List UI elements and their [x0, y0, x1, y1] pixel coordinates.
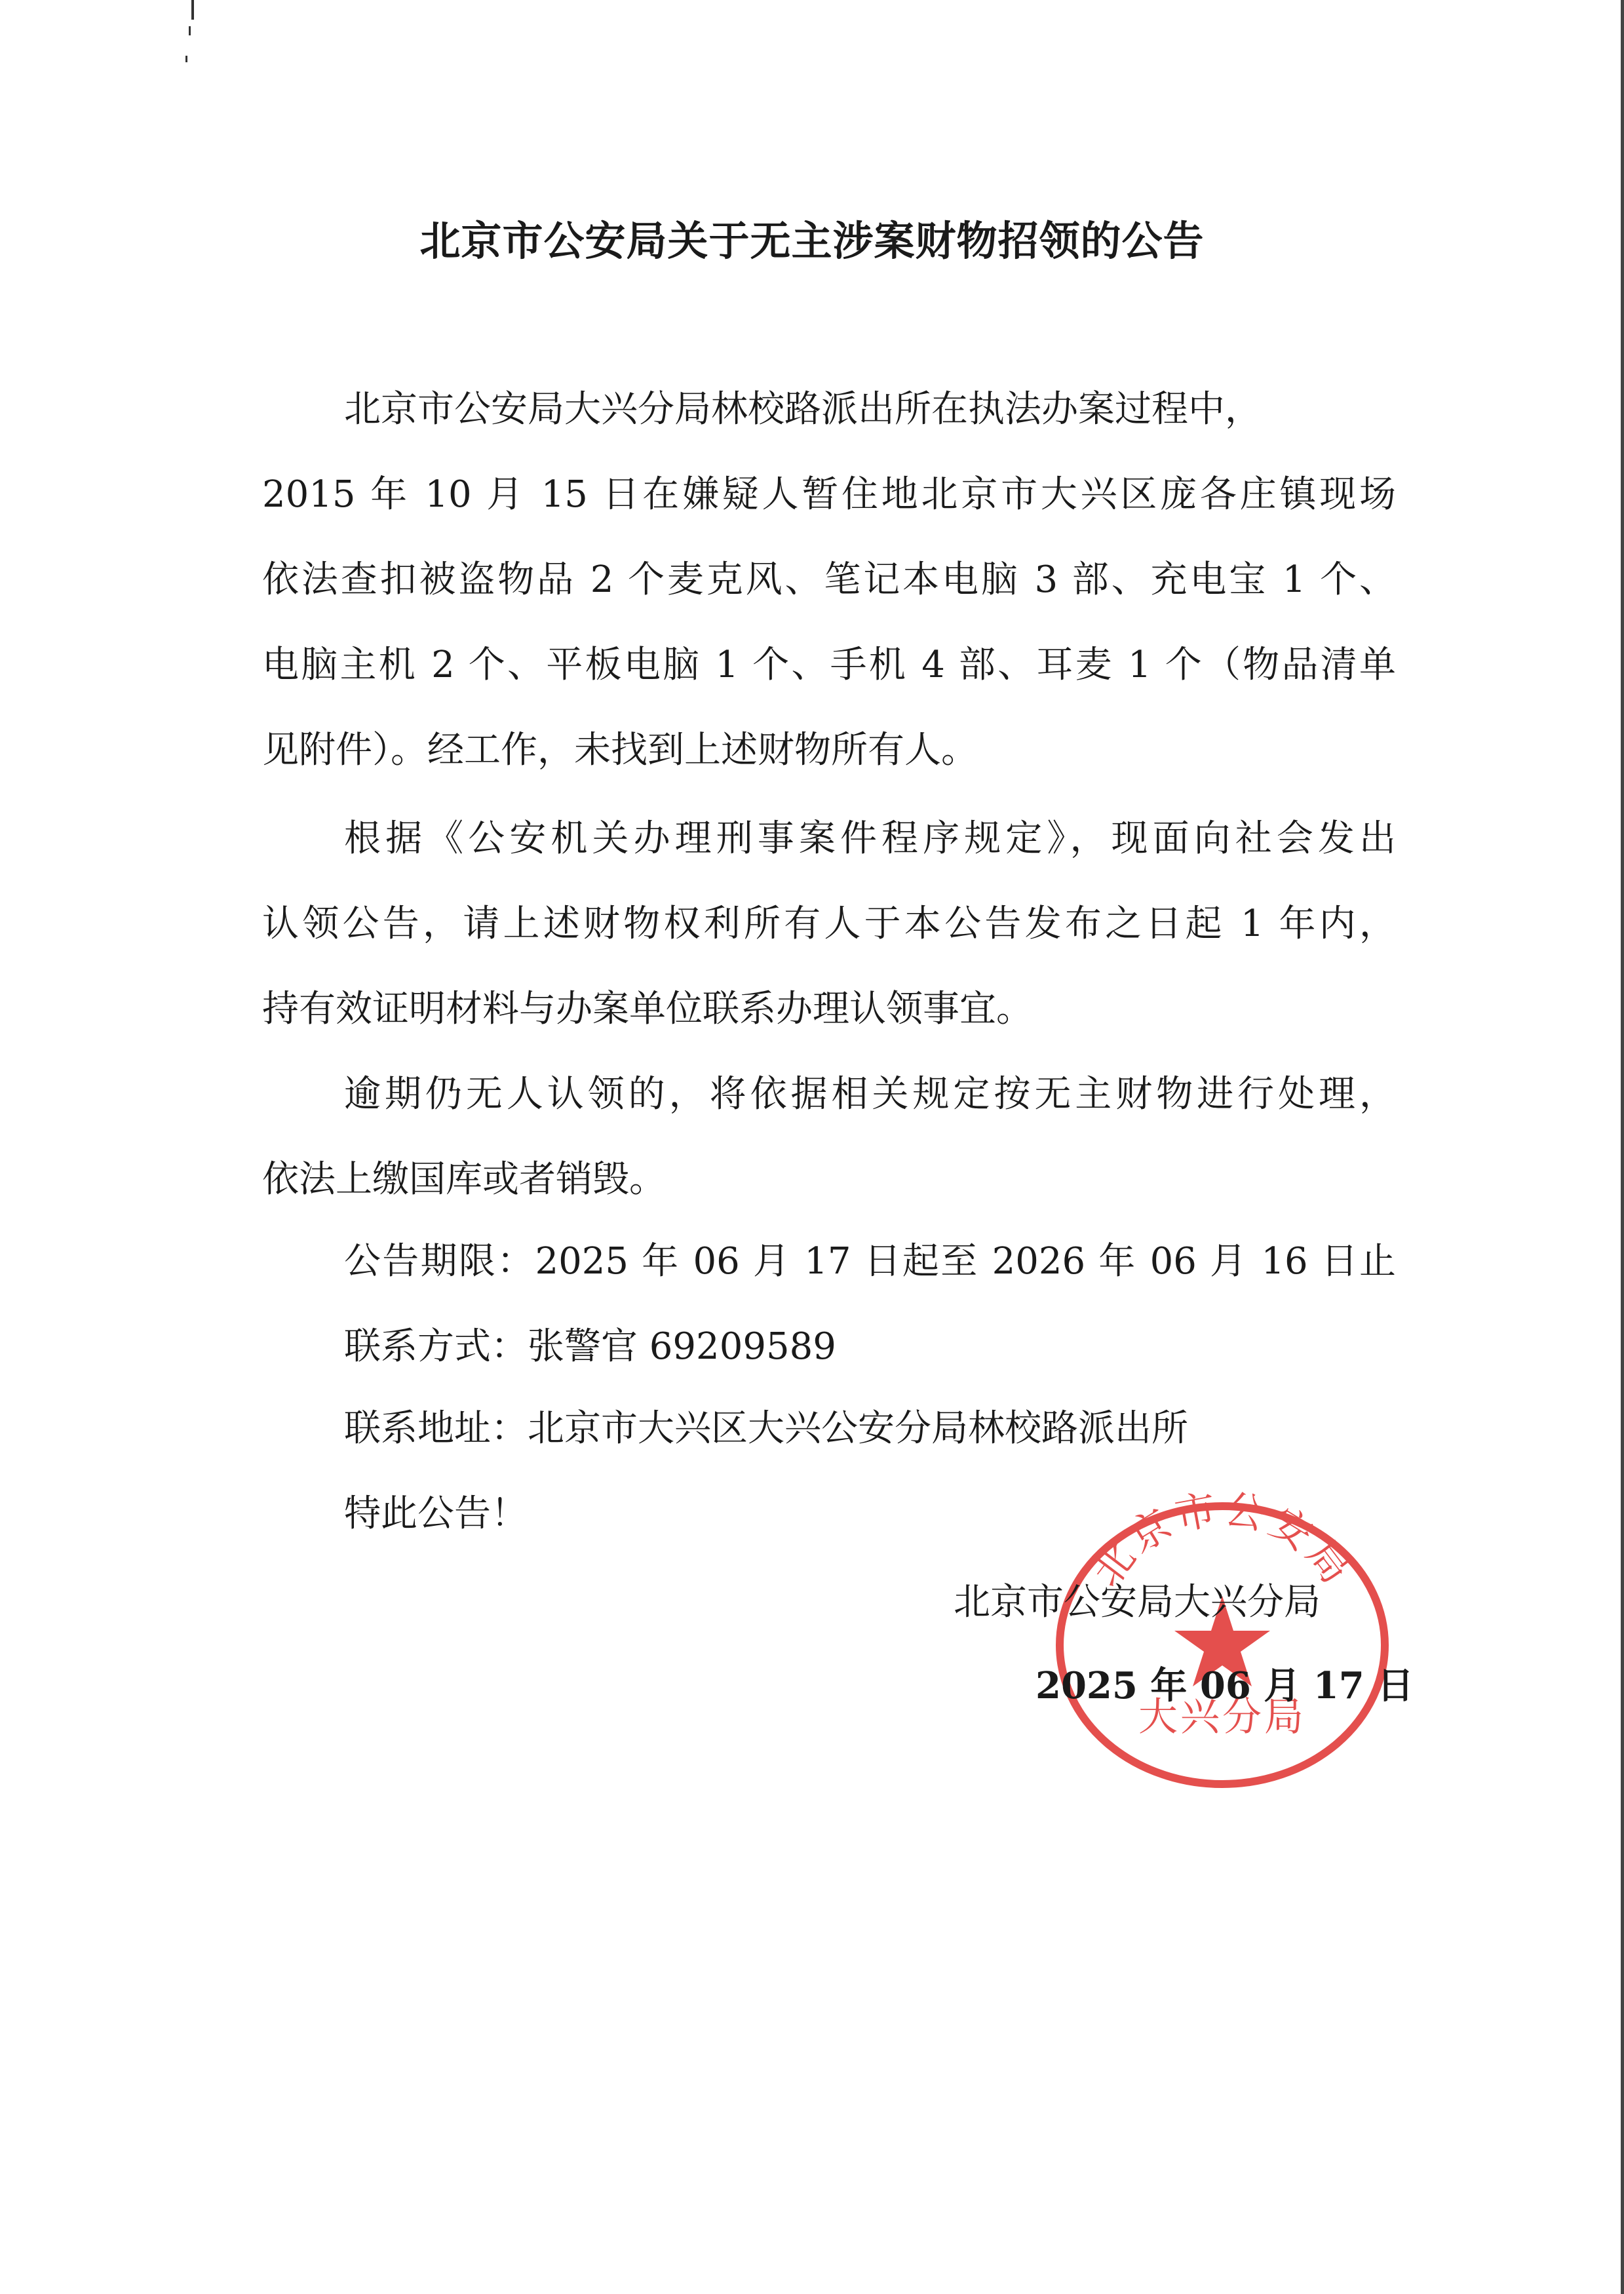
issue-date: 2025 年 06 月 17 日: [1035, 1664, 1414, 1707]
issuer-name: 北京市公安局大兴分局: [954, 1581, 1321, 1623]
paragraph2-line3: 持有效证明材料与办案单位联系办理认领事宜。: [262, 988, 1033, 1030]
seal-bottom-text: 大兴分局: [1138, 1694, 1306, 1740]
scan-mark: [185, 56, 187, 62]
contact-method: 联系方式：张警官 69209589: [344, 1325, 836, 1368]
paragraph1-line5: 见附件）。经工作，未找到上述财物所有人。: [262, 729, 978, 771]
paragraph1-line2: 2015 年 10 月 15 日在嫌疑人暂住地北京市大兴区庞各庄镇现场: [262, 473, 1396, 516]
seal-top-text: 北京市公安局: [1082, 1488, 1363, 1596]
paragraph3-line2: 依法上缴国库或者销毁。: [262, 1158, 666, 1201]
paragraph1-line3: 依法查扣被盗物品 2 个麦克风、笔记本电脑 3 部、充电宝 1 个、: [262, 558, 1396, 601]
paragraph2-line1: 根据《公安机关办理刑事案件程序规定》，现面向社会发出: [344, 817, 1396, 860]
official-seal: [1039, 1488, 1406, 1789]
contact-address: 联系地址：北京市大兴区大兴公安分局林校路派出所: [344, 1407, 1188, 1450]
notice-period: 公告期限：2025 年 06 月 17 日起至 2026 年 06 月 16 日止: [344, 1240, 1396, 1283]
closing-text: 特此公告！: [344, 1492, 528, 1535]
paragraph2-line2: 认领公告，请上述财物权利所有人于本公告发布之日起 1 年内，: [262, 903, 1396, 945]
notice-title: 北京市公安局关于无主涉案财物招领的公告: [419, 217, 1205, 265]
scan-mark: [191, 0, 194, 20]
scan-mark: [189, 26, 191, 35]
paragraph1-line1: 北京市公安局大兴分局林校路派出所在执法办案过程中，: [344, 388, 1262, 431]
paragraph3-line1: 逾期仍无人认领的，将依据相关规定按无主财物进行处理，: [344, 1073, 1396, 1116]
scan-edge: [1621, 0, 1624, 2294]
paragraph1-line4: 电脑主机 2 个、平板电脑 1 个、手机 4 部、耳麦 1 个（物品清单: [262, 644, 1397, 686]
